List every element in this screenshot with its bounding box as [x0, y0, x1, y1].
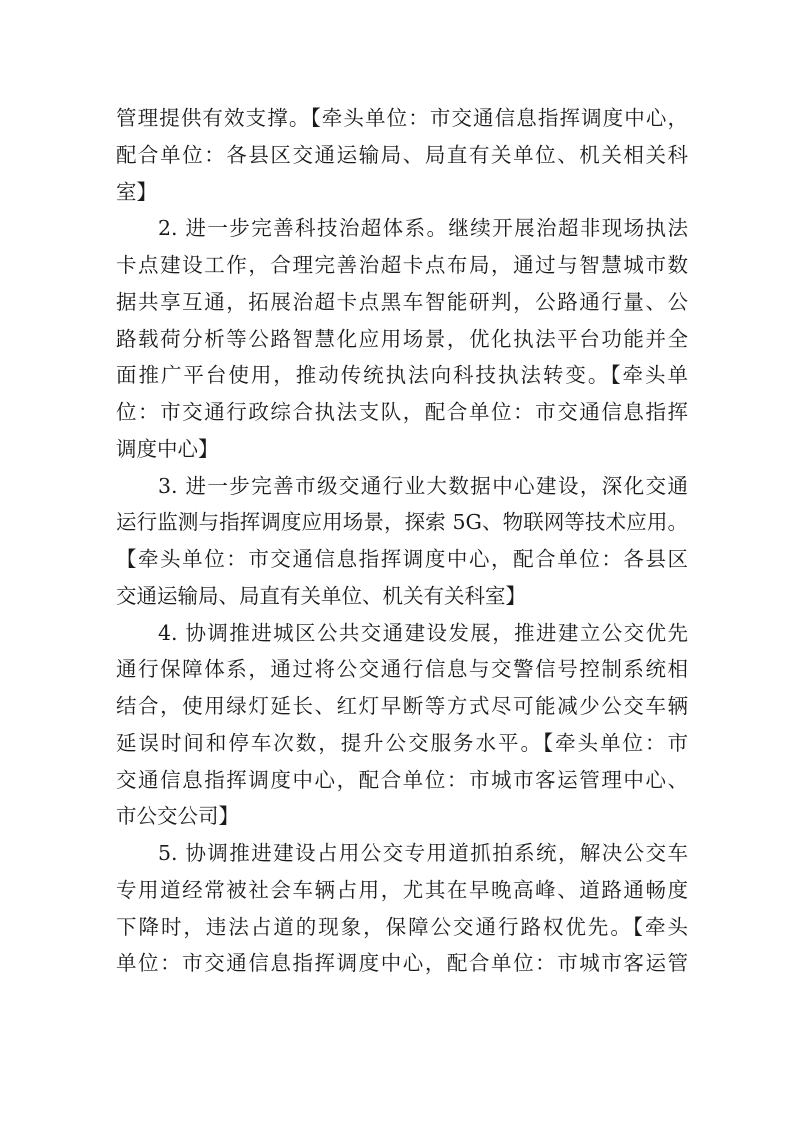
paragraph-line: 交通信息指挥调度中心，配合单位：市城市客运管理中心、 — [116, 767, 688, 792]
paragraph-first-line: 3. 进一步完善市级交通行业大数据中心建设，深化交通 — [158, 473, 688, 498]
paragraph-line: 【牵头单位：市交通信息指挥调度中心，配合单位：各县区 — [116, 547, 688, 571]
paragraph-line: 下降时，违法占道的现象，保障公交通行路权优先。【牵头 — [116, 914, 688, 939]
paragraph-line: 据共享互通，拓展治超卡点黑车智能研判，公路通行量、公 — [116, 289, 688, 314]
paragraph-first-line: 5. 协调推进建设占用公交专用道抓拍系统，解决公交车 — [158, 841, 688, 865]
paragraph-first-line: 4. 协调推进城区公共交通建设发展，推进建立公交优先 — [158, 620, 688, 645]
paragraph-line: 结合，使用绿灯延长、红灯早断等方式尽可能减少公交车辆 — [116, 694, 688, 718]
paragraph-first-line: 2. 进一步完善科技治超体系。继续开展治超非现场执法 — [158, 216, 688, 241]
paragraph-line: 通行保障体系，通过将公交通行信息与交警信号控制系统相 — [116, 657, 688, 682]
paragraph-line: 位：市交通行政综合执法支队，配合单位：市交通信息指挥 — [116, 400, 688, 424]
paragraph-line: 路载荷分析等公路智慧化应用场景，优化执法平台功能并全 — [116, 326, 688, 351]
paragraph-line: 市公交公司】 — [116, 804, 239, 829]
paragraph-line: 调度中心】 — [116, 436, 219, 461]
paragraph-line: 配合单位：各县区交通运输局、局直有关单位、机关相关科 — [116, 142, 688, 167]
paragraph-line: 专用道经常被社会车辆占用，尤其在早晚高峰、道路通畅度 — [116, 877, 688, 902]
paragraph-line: 室】 — [116, 179, 157, 204]
paragraph-line: 卡点建设工作，合理完善治超卡点布局，通过与智慧城市数 — [116, 253, 688, 277]
document-body — [116, 100, 688, 982]
paragraph-line: 单位：市交通信息指挥调度中心，配合单位：市城市客运管 — [116, 951, 688, 976]
paragraph-line: 延误时间和停车次数，提升公交服务水平。【牵头单位：市 — [116, 730, 688, 755]
paragraph-line: 交通运输局、局直有关单位、机关有关科室】 — [116, 583, 526, 608]
paragraph-line: 运行监测与指挥调度应用场景，探索 5G、物联网等技术应用。 — [116, 510, 688, 535]
paragraph-line: 管理提供有效支撑。【牵头单位：市交通信息指挥调度中心， — [116, 106, 688, 130]
paragraph-line: 面推广平台使用，推动传统执法向科技执法转变。【牵头单 — [116, 363, 688, 388]
